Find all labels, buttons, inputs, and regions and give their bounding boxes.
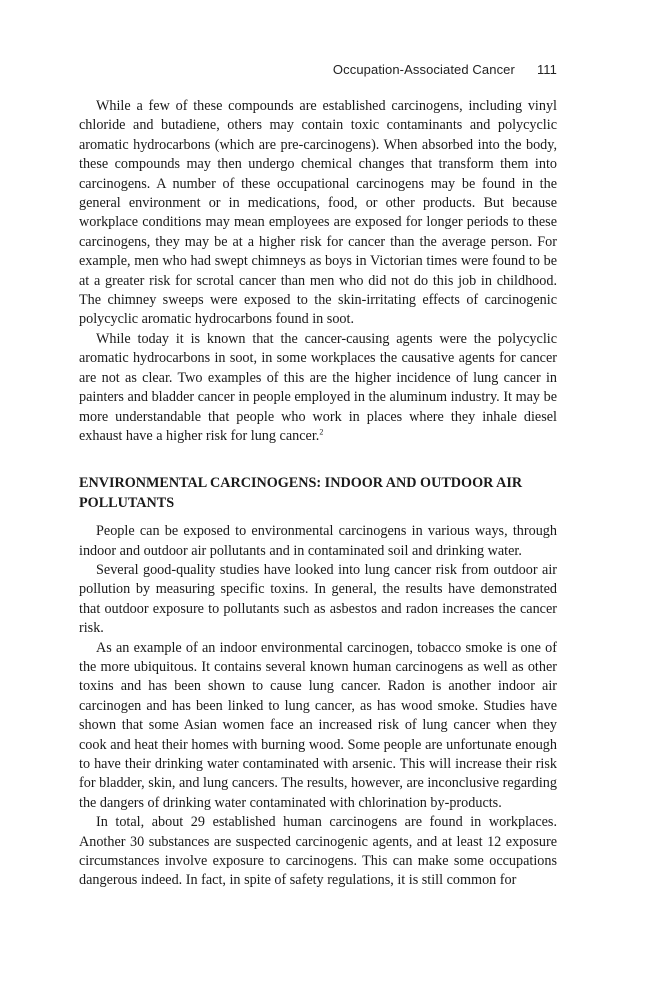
paragraph: Several good-quality studies have looked into lung cancer risk from outdoor air pollution by measuring specific toxins. In general, the results have demonstrated that outdoor exposure to pollutants such as asbestos and radon increases the cancer risk. — [79, 561, 557, 637]
paragraph — [79, 330, 557, 446]
paragraph: As an example of an indoor environmental carcinogen, tobacco smoke is one of the more ubiquitous. It contains several known human carcinogens as well as other toxins and has been shown to cause lung cancer. Radon is another indoor air carcinogen and has been linked to lung cancer, as has wood smoke. Studies have shown that some Asian women face an increased risk of lung cancer when they cook and heat their homes with burning wood. Some people are unfortunate enough to have their drinking water contaminated with arsenic. This will increase their risk for bladder, skin, and lung cancers. The results, however, are inconclusive regarding the dangers of drinking water contaminated with chlorination by-products. — [79, 639, 557, 811]
running-head — [333, 62, 557, 77]
footnote-reference: 2 — [319, 427, 324, 437]
section-heading: ENVIRONMENTAL CARCINOGENS: INDOOR AND OUTDOOR AIR POLLUTANTS — [79, 475, 523, 511]
page-number: 111 — [536, 62, 557, 77]
running-head-title: Occupation-Associated Cancer — [332, 62, 515, 77]
paragraph: While a few of these compounds are established carcinogens, including vinyl chloride and butadiene, others may contain toxic contaminants and polycyclic aromatic hydrocarbons (which are pre-carcinogens). When absorbed into the body, these compounds may then undergo chemical changes that transform them into carcinogens. A number of these occupational carcinogens may be found in the general environment or in medications, food, or other products. But because workplace conditions may mean employees are exposed for longer periods to these carcinogens, they may be at a higher risk for cancer than the average person. For example, men who had swept chimneys as boys in Victorian times were found to be at a greater risk for scrotal cancer than men who did not do this job in childhood. The chimney sweeps were exposed to the skin-irritating effects of carcinogenic polycyclic aromatic hydrocarbons found in soot. — [79, 98, 557, 328]
paragraph: People can be exposed to environmental carcinogens in various ways, through indoor and outdoor air pollutants and in contaminated soil and drinking water. — [79, 523, 557, 559]
body-text — [79, 97, 557, 891]
paragraph: In total, about 29 established human carcinogens are found in workplaces. Another 30 substances are suspected carcinogenic agents, and at least 12 exposure circumstances involve exposure to carcinogens. This can make some occupations dangerous indeed. In fact, in spite of safety regulations, it is still common for — [79, 814, 557, 889]
paragraph-text: While today it is known that the cancer-causing agents were the polycyclic aromatic hydrocarbons in soot, in some workplaces the causative agents for cancer are not as clear. Two examples of this are the higher incidence of lung cancer in painters and bladder cancer in people employed in the aluminum industry. It may be more understandable that people who work in places where they inhale diesel exhaust have a higher risk for lung cancer. — [79, 330, 557, 444]
